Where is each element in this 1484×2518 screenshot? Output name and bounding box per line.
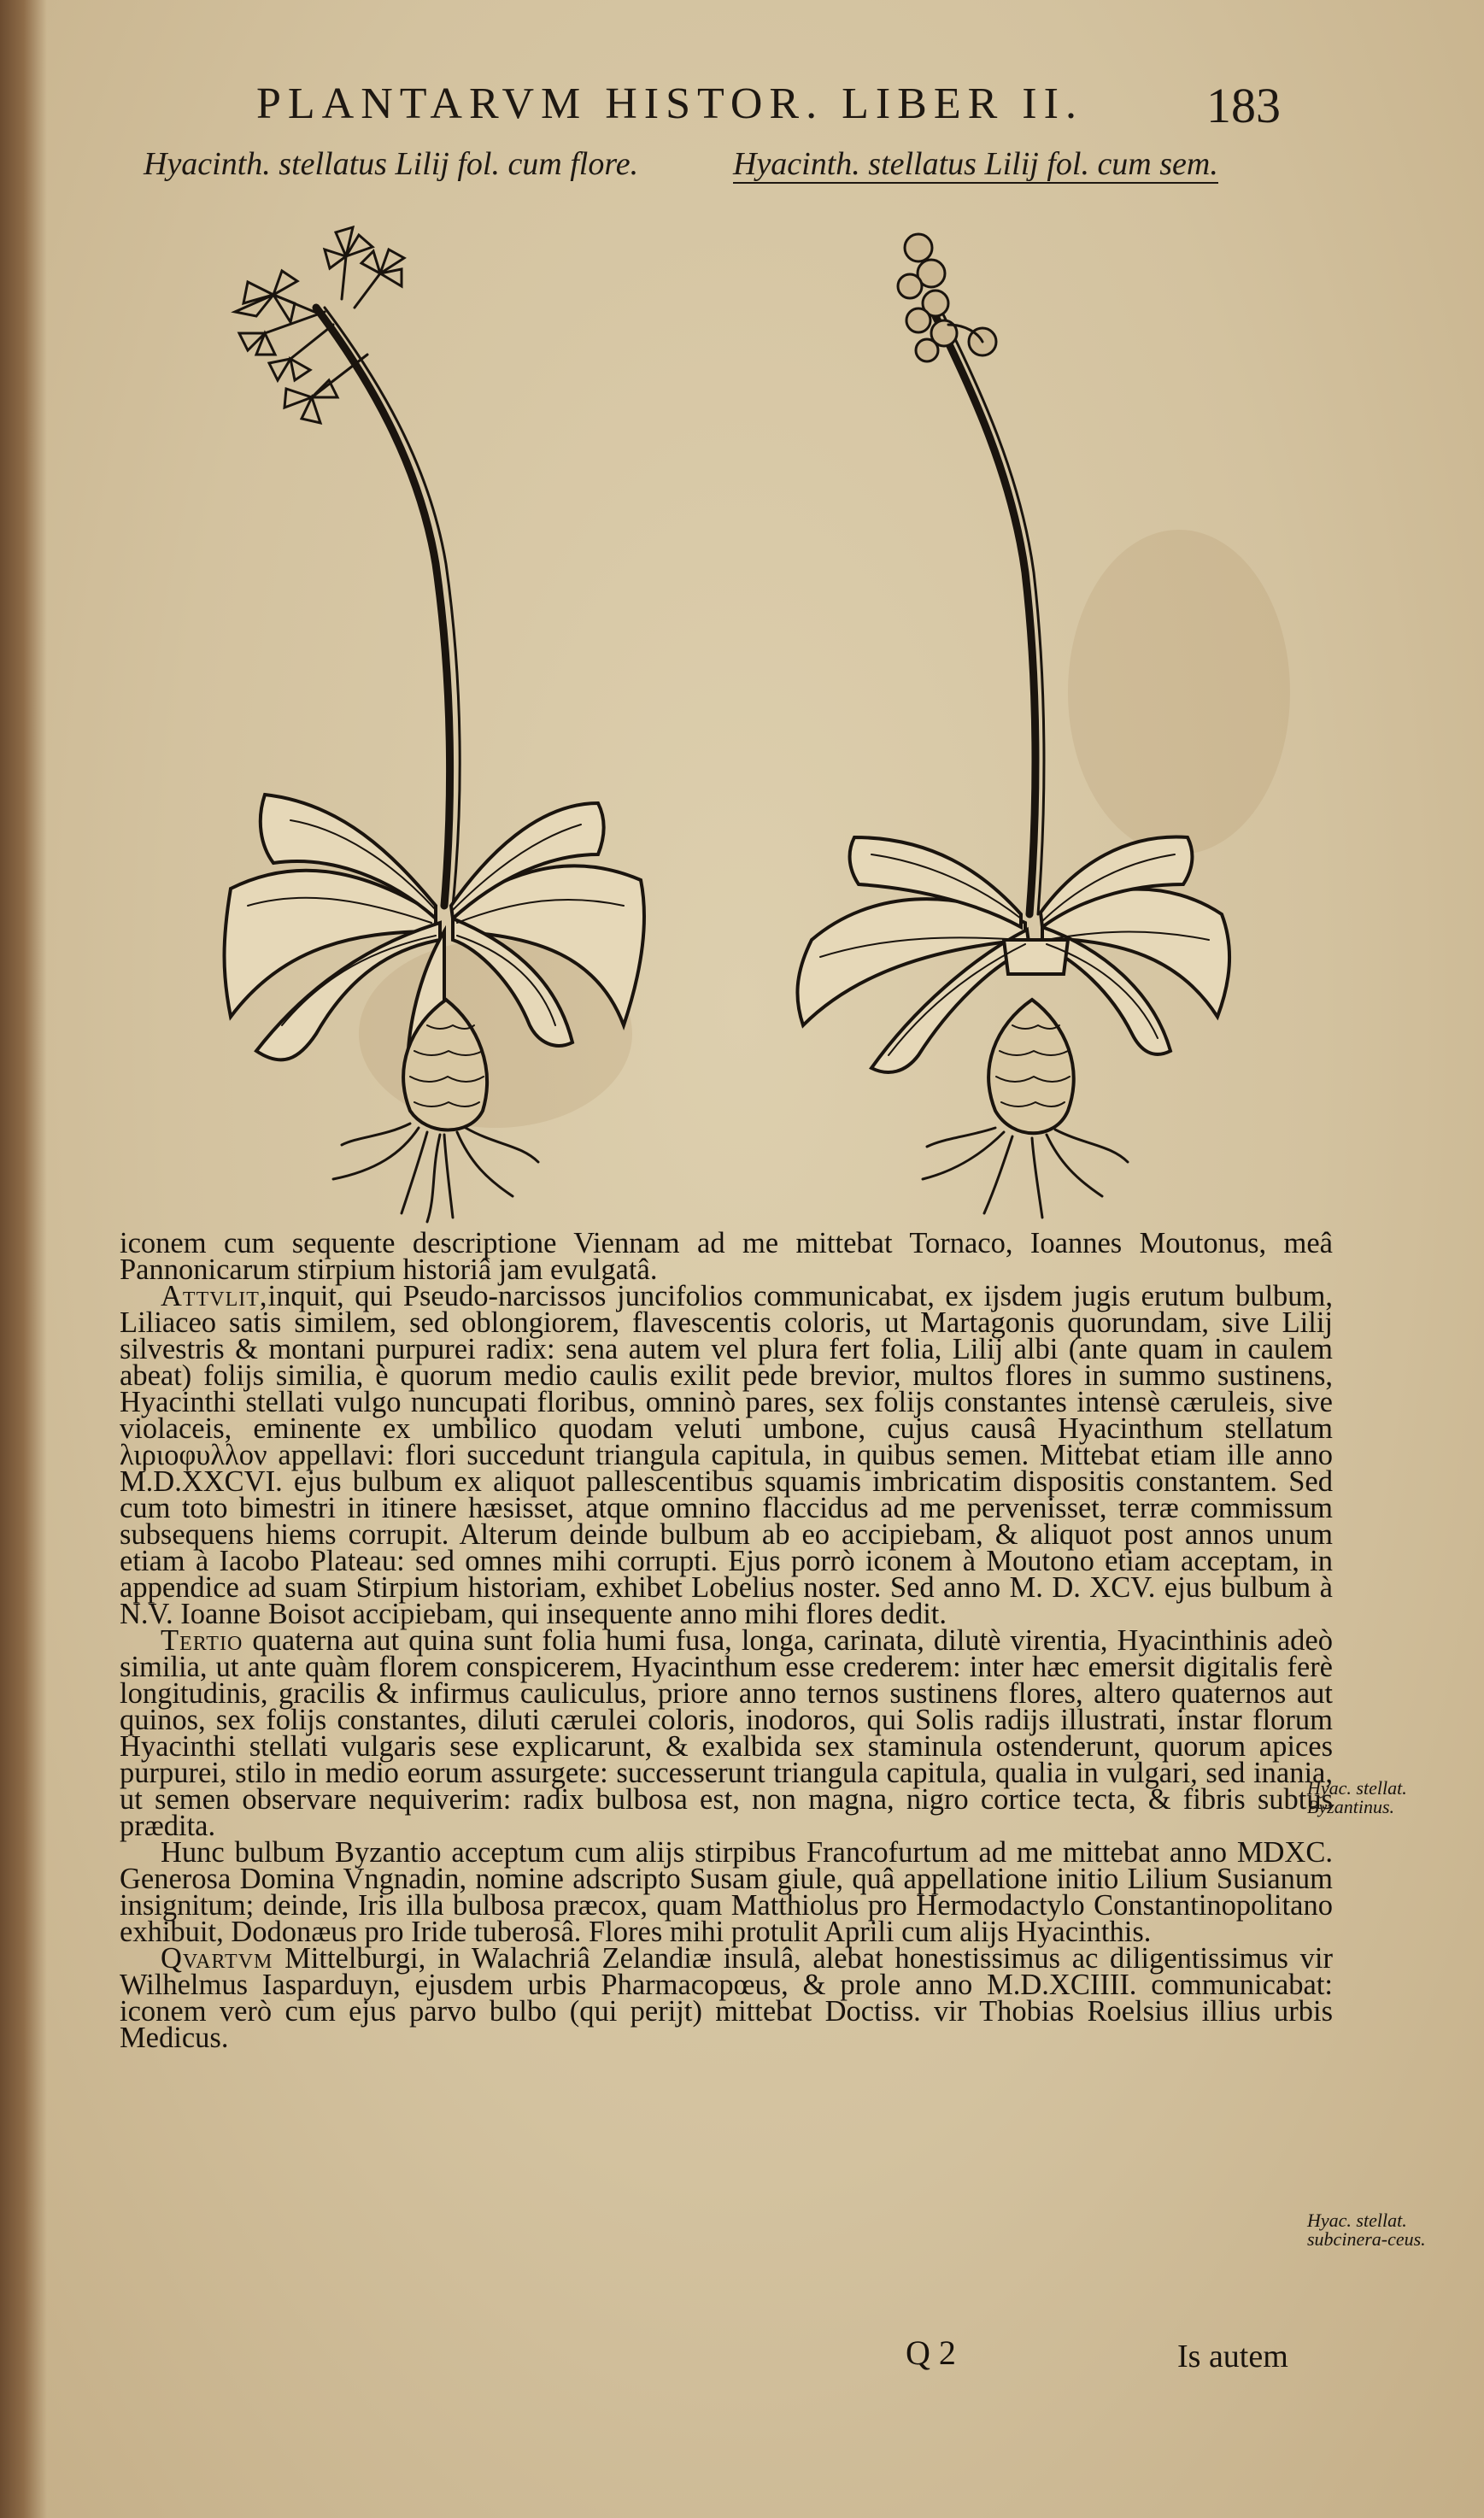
main-text bbox=[120, 1227, 1333, 2054]
figure-caption-left: Hyacinth. stellatus Lilij fol. cum flore. bbox=[144, 146, 639, 182]
paragraph-lead: Tertio bbox=[161, 1624, 243, 1657]
page-number: 183 bbox=[1206, 78, 1281, 133]
book-spine-shadow bbox=[0, 0, 47, 2518]
woodcut-hyacinth-in-seed bbox=[760, 205, 1256, 1230]
paragraph: Hunc bulbum Byzantio acceptum cum alijs stirpibus Francofurtum ad me mittebat anno MDXC. Generosa Domina Vngnadin, nomine adscripto Susam giule, quâ appellatione initio Lilium Susianum insignitum; deinde, Iris illa bulbosa præcox, quam Matthiolus pro Hermodactylo Constantinopolitano exhibuit, Dodonæus pro Iride tuberosâ. Flores mihi protulit Aprili cum alijs Hyacinthis. bbox=[120, 1836, 1333, 1948]
catchword: Is autem bbox=[1177, 2339, 1288, 2374]
paragraph bbox=[120, 1280, 1333, 1630]
running-title: PLANTARVM HISTOR. LIBER II. bbox=[256, 79, 1083, 128]
paragraph bbox=[120, 1624, 1333, 1842]
paragraph-text: inquit, qui Pseudo-narcissos juncifolios communicabat, ex ijsdem jugis erutum bulbum, Liliaceo satis similem, sed oblongiorem, flavescentis coloris, ut Martagonis quorundam, sive Lilij silvestris & montani purpurei radix: sena autem vel plura fert folia, Lilij albi (ante quam in caulem abeat) folijs similia, è quorum medio caulis exilit pede brevior, multos flores in summo sustinens, Hyacinthi stellati vulgo nuncupati floribus, omninò pares, sex folijs constantes intensè cæruleis, sive violaceis, eminente ex umbilico quodam veluti umbone, cujus causâ Hyacinthum stellatum λιριοφυλλον appellavi: flori succedunt triangula capitula, in quibus semen. Mittebat etiam ille anno M.D.XXCVI. ejus bulbum ex aliquot pallescentibus squamis imbricatim dispositis constantem. Sed cum toto bimestri in itinere hæsisset, atque omnino flaccidus ad me pervenisset, terræ commissum subsequens hiems corrupit. Alterum deinde bulbum ab eo accipiebam, & aliquot post annos unum etiam à Iacobo Plateau: sed omnes mihi corrupti. Ejus porrò iconem à Moutono etiam acceptam, in appendice ad suam Stirpium historiam, exhibet Lobelius noster. Sed anno M. D. XCV. ejus bulbum à N.V. Ioanne Boisot accipiebam, qui insequente anno mihi flores dedit. bbox=[120, 1280, 1333, 1630]
figure-caption-right bbox=[733, 145, 1218, 183]
margin-note: Hyac. stellat. Byzantinus. bbox=[1307, 1777, 1407, 1817]
paragraph-lead: Attvlit, bbox=[161, 1280, 268, 1312]
woodcut-hyacinth-in-flower bbox=[196, 205, 675, 1230]
paragraph: iconem cum sequente descriptione Viennam ad me mittebat Tornaco, Ioannes Moutonus, meâ Pannonicarum stirpium historiâ jam evulgatâ. bbox=[120, 1227, 1333, 1286]
margin-note: Hyac. stellat. subcinera-ceus. bbox=[1307, 2210, 1426, 2250]
paragraph bbox=[120, 1942, 1333, 2054]
figure-caption-right-text: Hyacinth. stellatus Lilij fol. cum sem. bbox=[733, 146, 1218, 182]
paragraph-lead: Qvartvm bbox=[161, 1942, 273, 1975]
paragraph-text: quaterna aut quina sunt folia humi fusa, longa, carinata, dilutè virentia, Hyacinthinis adeò similia, ut ante quàm florem conspicerem, Hyacinthum esse crederem: inter hæc emersit digitalis ferè longitudinis, gracilis & infirmus cauliculus, priore anno ternos sustinens flores, altero quaternos aut quinos, sex folijs constantes, diluti cærulei coloris, inodoros, qui Solis radijs illustrati, instar florum Hyacinthi stellati vulgaris sese explicarunt, & exalbida sex staminula ostenderunt, quorum apices purpurei, stilo in medio eorum assurgete: successerunt triangula capitula, qualia in vulgari, sed inania, ut semen observare nequiverim: radix bulbosa est, non magna, nigro cortice tecta, & fibris subtus prædita. bbox=[120, 1624, 1333, 1842]
signature-mark: Q 2 bbox=[906, 2333, 956, 2372]
paragraph-text: Mittelburgi, in Walachriâ Zelandiæ insulâ, alebat honestissimus ac diligentissimus vir Wilhelmus Iasparduyn, ejusdem urbis Pharmacopœus, & prole anno M.D.XCIIII. communicabat: iconem verò cum ejus parvo bulbo (qui perijt) mittebat Doctiss. vir Thobias Roelsius illius urbis Medicus. bbox=[120, 1942, 1333, 2054]
